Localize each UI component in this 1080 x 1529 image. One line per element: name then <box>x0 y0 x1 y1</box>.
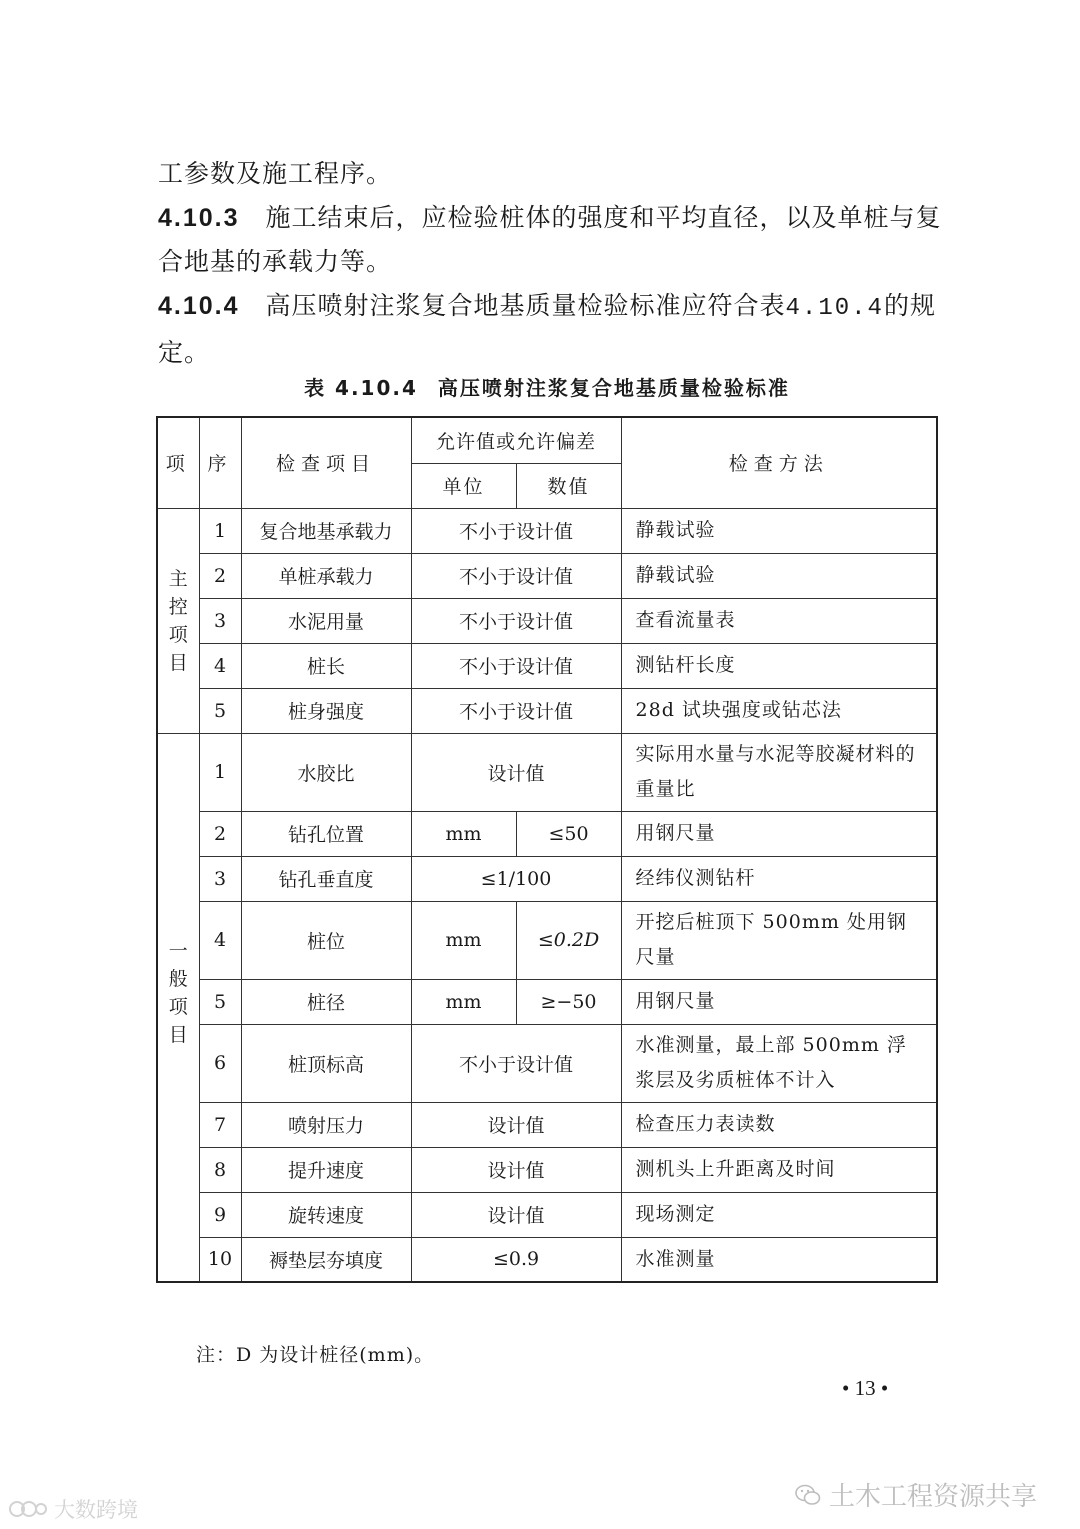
table-row <box>157 508 937 553</box>
allowance-cell: 设计值 <box>411 1102 621 1147</box>
allowance-cell: ≤1/100 <box>411 856 621 901</box>
item-cell: 水胶比 <box>241 733 411 811</box>
seq-cell: 3 <box>199 856 241 901</box>
seq-cell: 1 <box>199 508 241 553</box>
method-cell: 测机头上升距离及时间 <box>621 1147 937 1192</box>
seq-cell: 8 <box>199 1147 241 1192</box>
watermark-wechat <box>795 1476 1037 1513</box>
method-cell: 开挖后桩顶下 500mm 处用钢尺量 <box>621 901 937 979</box>
item-cell: 复合地基承载力 <box>241 508 411 553</box>
allowance-cell: 不小于设计值 <box>411 508 621 553</box>
clause-number: 4.10.4 <box>158 292 240 320</box>
unit-cell: mm <box>411 979 516 1024</box>
table-row <box>157 643 937 688</box>
item-cell: 旋转速度 <box>241 1192 411 1237</box>
value-cell: ≤0.2D <box>516 901 621 979</box>
header-row <box>157 417 937 463</box>
table-note: 注：D 为设计桩径(mm)。 <box>196 1344 435 1366</box>
allowance-cell: 不小于设计值 <box>411 688 621 733</box>
header-category: 项 <box>157 417 199 508</box>
header-seq: 序 <box>199 417 241 508</box>
allowance-cell: 不小于设计值 <box>411 553 621 598</box>
table-row <box>157 1147 937 1192</box>
item-cell: 喷射压力 <box>241 1102 411 1147</box>
table-row <box>157 1024 937 1102</box>
watermark-right-text: 土木工程资源共享 <box>829 1482 1038 1512</box>
seq-cell: 3 <box>199 598 241 643</box>
seq-cell: 2 <box>199 553 241 598</box>
allowance-cell: 设计值 <box>411 1147 621 1192</box>
wechat-icon <box>795 1484 821 1506</box>
item-cell: 钻孔位置 <box>241 811 411 856</box>
item-cell: 桩径 <box>241 979 411 1024</box>
seq-cell: 9 <box>199 1192 241 1237</box>
item-cell: 桩顶标高 <box>241 1024 411 1102</box>
method-cell: 静载试验 <box>621 553 937 598</box>
value-cell: ≤50 <box>516 811 621 856</box>
item-cell: 提升速度 <box>241 1147 411 1192</box>
paragraph-4-10-3 <box>158 196 948 284</box>
method-cell: 28d 试块强度或钻芯法 <box>621 688 937 733</box>
method-cell: 实际用水量与水泥等胶凝材料的重量比 <box>621 733 937 811</box>
table-row <box>157 733 937 811</box>
table-row <box>157 901 937 979</box>
seq-cell: 5 <box>199 688 241 733</box>
brand-logo-icon <box>8 1498 48 1520</box>
allowance-cell: 不小于设计值 <box>411 643 621 688</box>
header-allowance: 允许值或允许偏差 <box>411 417 621 463</box>
method-cell: 现场测定 <box>621 1192 937 1237</box>
paragraph-continuation: 工参数及施工程序。 <box>158 159 393 188</box>
unit-cell: mm <box>411 811 516 856</box>
seq-cell: 1 <box>199 733 241 811</box>
clause-text-end: 的规定。 <box>158 291 936 367</box>
table-row <box>157 598 937 643</box>
table-row <box>157 979 937 1024</box>
header-value: 数值 <box>516 463 621 508</box>
table-caption <box>158 372 936 401</box>
method-cell: 静载试验 <box>621 508 937 553</box>
item-cell: 桩身强度 <box>241 688 411 733</box>
table-caption-title: 高压喷射注浆复合地基质量检验标准 <box>437 376 790 400</box>
method-cell: 水准测量 <box>621 1237 937 1282</box>
item-cell: 桩位 <box>241 901 411 979</box>
allowance-cell: ≤0.9 <box>411 1237 621 1282</box>
allowance-cell: 不小于设计值 <box>411 1024 621 1102</box>
unit-cell: mm <box>411 901 516 979</box>
item-cell: 水泥用量 <box>241 598 411 643</box>
category-main: 主 控 项 目 <box>157 508 199 733</box>
method-cell: 水准测量，最上部 500mm 浮浆层及劣质桩体不计入 <box>621 1024 937 1102</box>
value-cell: ≥−50 <box>516 979 621 1024</box>
method-cell: 经纬仪测钻杆 <box>621 856 937 901</box>
allowance-cell: 不小于设计值 <box>411 598 621 643</box>
clause-text: 施工结束后，应检验桩体的强度和平均直径，以及单桩与复合地基的承载力等。 <box>158 203 942 276</box>
allowance-cell: 设计值 <box>411 733 621 811</box>
seq-cell: 10 <box>199 1237 241 1282</box>
table-row <box>157 811 937 856</box>
watermark-brand <box>8 1494 138 1524</box>
table-row <box>157 856 937 901</box>
quality-standard-table <box>156 416 938 1283</box>
table-reference: 4.10.4 <box>785 295 884 322</box>
table-row <box>157 1192 937 1237</box>
method-cell: 测钻杆长度 <box>621 643 937 688</box>
method-cell: 检查压力表读数 <box>621 1102 937 1147</box>
clause-text: 高压喷射注浆复合地基质量检验标准应符合表 <box>265 291 786 320</box>
seq-cell: 4 <box>199 901 241 979</box>
item-cell: 桩长 <box>241 643 411 688</box>
header-method: 检查方法 <box>621 417 937 508</box>
clause-number: 4.10.3 <box>158 204 240 232</box>
table-caption-number: 表 4.10.4 <box>304 376 418 400</box>
header-item: 检查项目 <box>241 417 411 508</box>
paragraph-4-10-4 <box>158 284 948 375</box>
table-row <box>157 553 937 598</box>
method-cell: 查看流量表 <box>621 598 937 643</box>
table-row <box>157 1237 937 1282</box>
method-cell: 用钢尺量 <box>621 979 937 1024</box>
item-cell: 钻孔垂直度 <box>241 856 411 901</box>
table-row <box>157 1102 937 1147</box>
allowance-cell: 设计值 <box>411 1192 621 1237</box>
category-general: 一 般 项 目 <box>157 733 199 1282</box>
header-unit: 单位 <box>411 463 516 508</box>
seq-cell: 5 <box>199 979 241 1024</box>
seq-cell: 4 <box>199 643 241 688</box>
table-row <box>157 688 937 733</box>
method-cell: 用钢尺量 <box>621 811 937 856</box>
seq-cell: 2 <box>199 811 241 856</box>
item-cell: 褥垫层夯填度 <box>241 1237 411 1282</box>
page-number: • 13 • <box>842 1376 889 1400</box>
seq-cell: 7 <box>199 1102 241 1147</box>
item-cell: 单桩承载力 <box>241 553 411 598</box>
seq-cell: 6 <box>199 1024 241 1102</box>
watermark-left-text: 大数跨境 <box>54 1498 138 1522</box>
